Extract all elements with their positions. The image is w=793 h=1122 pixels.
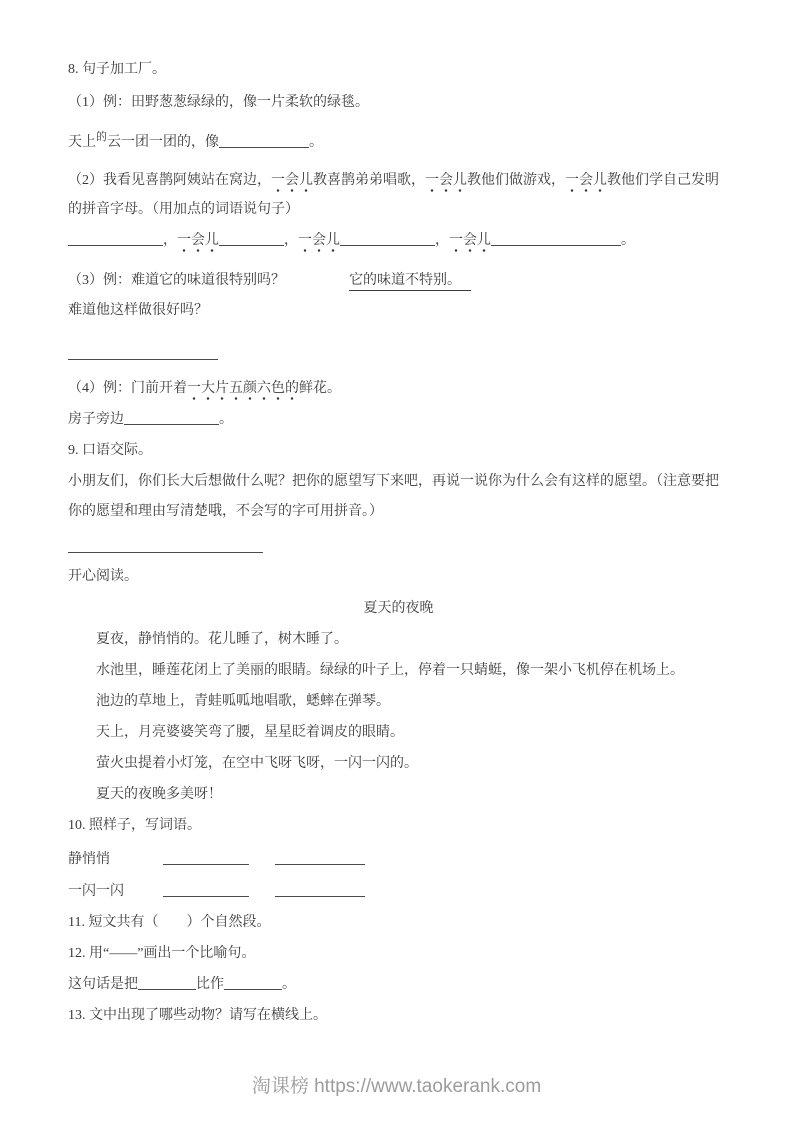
q8-sub2-text: 教他们学自己发明 <box>607 173 719 188</box>
q9-heading-text: 9. 口语交际。 <box>68 443 152 458</box>
passage-title <box>68 599 729 619</box>
q9-answer-row <box>68 538 729 558</box>
reading-heading-text: 开心阅读。 <box>68 569 138 584</box>
q8-sub1-mid: 云一团一团的，像 <box>107 135 219 150</box>
q8-sub4-example <box>68 379 729 399</box>
q8-sub3-question: （3）例：难道它的味道很特别吗？ <box>68 273 285 288</box>
q10-heading-text: 10. 照样子，写词语。 <box>68 818 201 833</box>
fill-in-blank <box>138 976 196 990</box>
fill-in-blank <box>275 851 365 865</box>
question-13-heading <box>68 1006 729 1026</box>
reading-section-heading <box>68 567 729 587</box>
q10-sample-word-2: 一闪一闪 <box>68 884 124 899</box>
passage-paragraph-text: 夏天的夜晚多美呀！ <box>96 787 222 802</box>
q8-sub3-exercise <box>68 301 729 321</box>
q8-sub3-example <box>68 271 729 291</box>
q10-sample-word-1: 静悄悄 <box>68 852 110 867</box>
q8-sub2-line2 <box>68 200 729 220</box>
passage-paragraph-text: 天上，月亮婆婆笑弯了腰，星星眨着调皮的眼睛。 <box>96 725 404 740</box>
q8-sub2-emphasis-3: 一会儿 <box>565 173 607 193</box>
fill-in-blank <box>340 232 435 246</box>
passage-paragraph-text: 池边的草地上，青蛙呱呱地唱歌，蟋蟀在弹琴。 <box>96 694 390 709</box>
q8-sub2-answer-row <box>68 231 729 251</box>
q10-row1 <box>68 850 729 870</box>
q8-sub2-ans-comma: ， <box>435 233 449 248</box>
site-watermark-text: 淘课榜 https://www.taokerank.com <box>251 1076 542 1097</box>
q8-sub4-exercise <box>68 410 729 430</box>
fill-in-blank <box>68 346 218 360</box>
q8-sub4-ex-end: 。 <box>219 412 233 427</box>
q8-sub2-ans-comma: ， <box>284 233 298 248</box>
q8-sub2-text: （2）我看见喜鹊阿姨站在窝边， <box>68 173 271 188</box>
q8-sub4-post: 鲜花。 <box>299 381 341 396</box>
q12-fill-pre: 这句话是把 <box>68 977 138 992</box>
fill-in-blank <box>219 232 284 246</box>
fill-in-blank <box>163 883 249 897</box>
q9-prompt-line1 <box>68 472 729 492</box>
q8-sub2-ans-period: 。 <box>621 233 635 248</box>
fill-in-blank <box>275 883 365 897</box>
passage-paragraph <box>68 785 729 805</box>
fill-in-blank <box>491 232 621 246</box>
q8-sub2-text: 教他们做游戏， <box>467 173 565 188</box>
fill-in-blank <box>224 976 282 990</box>
q8-sub3-answer-row <box>68 345 729 365</box>
question-12-heading <box>68 944 729 964</box>
q8-sub2-emphasis-1: 一会儿 <box>271 173 313 193</box>
q12-heading-text: 12. 用“——”画出一个比喻句。 <box>68 946 256 961</box>
question-9-heading <box>68 441 729 461</box>
q10-row2 <box>68 882 729 902</box>
fill-in-blank <box>68 539 263 553</box>
q8-sub1-example-text: （1）例：田野葱葱绿绿的，像一片柔软的绿毯。 <box>68 95 369 110</box>
q8-sub2-ans-word: 一会儿 <box>177 233 219 253</box>
passage-title-text: 夏天的夜晚 <box>363 601 434 616</box>
q8-sub4-ex-pre: 房子旁边 <box>68 412 124 427</box>
fill-in-blank <box>124 411 219 425</box>
q8-sub2-ans-comma: ， <box>163 233 177 248</box>
q9-prompt-text: 你的愿望和理由写清楚哦，不会写的字可用拼音。） <box>68 504 383 519</box>
fill-in-blank <box>219 134 309 148</box>
q12-fill-row <box>68 975 729 995</box>
passage-paragraph <box>68 692 729 712</box>
question-10-heading <box>68 816 729 836</box>
q8-heading-text: 8. 句子加工厂。 <box>68 62 166 77</box>
site-watermark <box>0 1071 793 1098</box>
passage-paragraph <box>68 661 729 681</box>
question-11-heading <box>68 913 729 933</box>
q9-prompt-line2 <box>68 502 729 522</box>
fill-in-blank <box>68 232 163 246</box>
q12-fill-mid: 比作 <box>196 977 224 992</box>
q8-sub3-exercise-text: 难道他这样做很好吗？ <box>68 303 208 318</box>
q8-sub1-exercise <box>68 133 729 153</box>
q8-sub1-superscript: 的 <box>96 131 107 143</box>
q8-sub2-text: 教喜鹊弟弟唱歌， <box>313 173 425 188</box>
q8-sub1-pre: 天上 <box>68 135 96 150</box>
q9-prompt-text: 小朋友们，你们长大后想做什么呢？把你的愿望写下来吧，再说一说你为什么会有这样的愿望。（注意要把 <box>68 474 719 489</box>
q8-sub4-pre: （4）例：门前开着 <box>68 381 187 396</box>
passage-paragraph <box>68 754 729 774</box>
q11-heading-text: 11. 短文共有（ ）个自然段。 <box>68 915 271 930</box>
q8-sub1-end: 。 <box>309 135 323 150</box>
q8-sub2-line1 <box>68 171 729 191</box>
q8-sub3-answer: 它的味道不特别。 <box>349 273 471 291</box>
passage-paragraph <box>68 723 729 743</box>
q13-heading-text: 13. 文中出现了哪些动物？请写在横线上。 <box>68 1008 327 1023</box>
q8-sub1-example <box>68 93 729 113</box>
q8-sub4-emphasis: 一大片五颜六色的 <box>187 381 299 401</box>
q8-sub2-line2-text: 的拼音字母。（用加点的词语说句子） <box>68 202 299 217</box>
worksheet-page <box>68 60 729 1026</box>
passage-paragraph-text: 水池里，睡莲花闭上了美丽的眼睛。绿绿的叶子上，停着一只蜻蜓，像一架小飞机停在机场上。 <box>96 663 684 678</box>
q12-fill-end: 。 <box>282 977 296 992</box>
passage-paragraph <box>68 630 729 650</box>
question-8-heading <box>68 60 729 80</box>
passage-paragraph-text: 夏夜，静悄悄的。花儿睡了，树木睡了。 <box>96 632 348 647</box>
q8-sub2-emphasis-2: 一会儿 <box>425 173 467 193</box>
q8-sub2-ans-word: 一会儿 <box>449 233 491 253</box>
passage-paragraph-text: 萤火虫提着小灯笼，在空中飞呀飞呀，一闪一闪的。 <box>96 756 418 771</box>
q8-sub2-ans-word: 一会儿 <box>298 233 340 253</box>
fill-in-blank <box>163 851 249 865</box>
